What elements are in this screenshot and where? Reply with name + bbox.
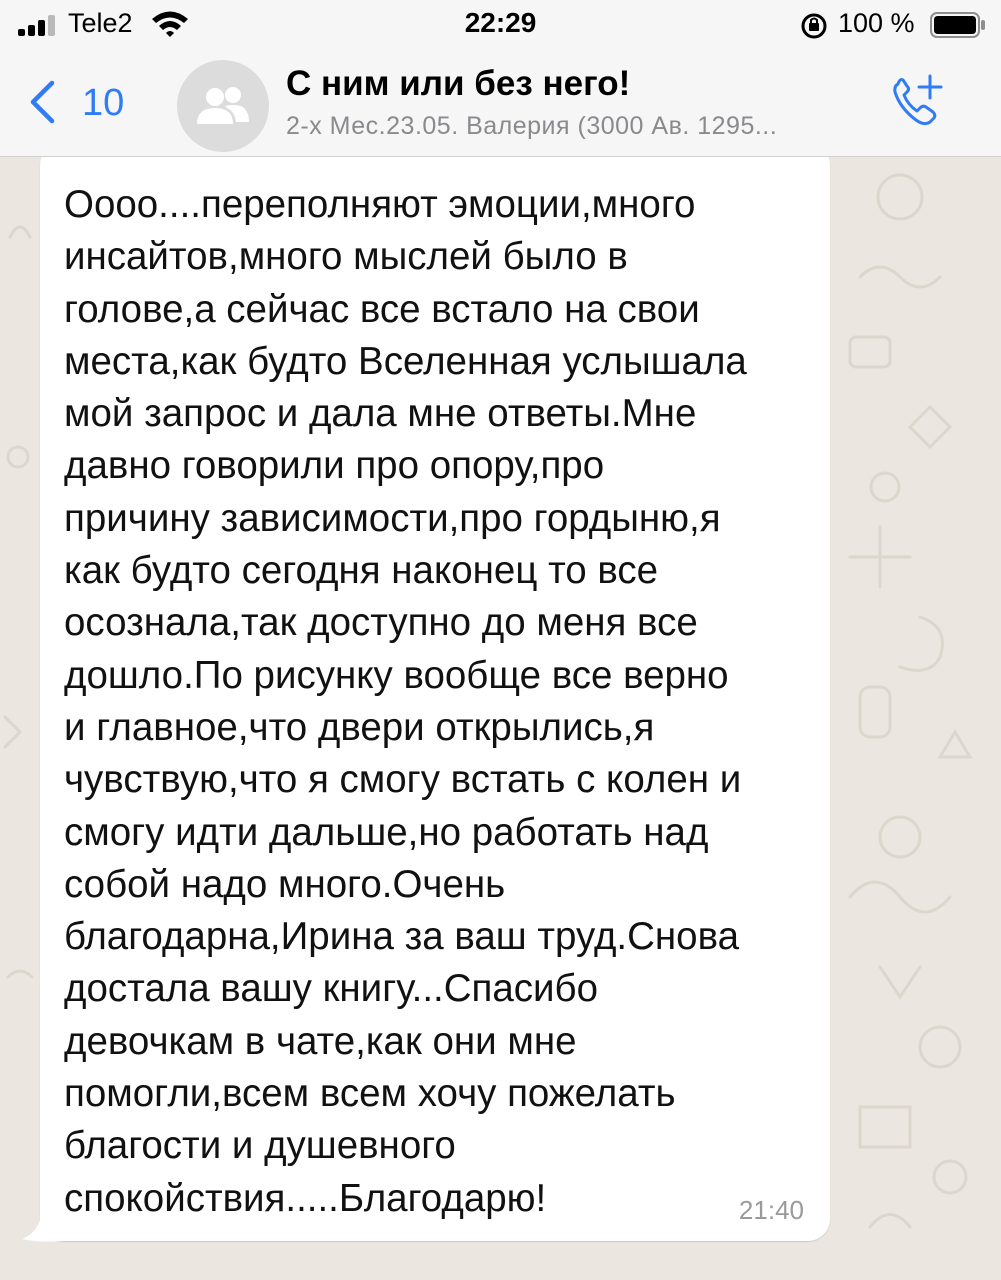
rotation-lock-icon <box>800 12 828 40</box>
message-line: чувствую,что я смогу встать с колен и <box>64 758 742 802</box>
message-bubble[interactable] <box>40 157 830 1241</box>
message-line: благости и душевного <box>64 1124 456 1168</box>
status-bar <box>0 0 1001 50</box>
chevron-left-icon <box>28 80 58 124</box>
message-line: дошло.По рисунку вообще все верно <box>64 653 729 697</box>
group-avatar-icon <box>195 86 251 126</box>
chat-area[interactable] <box>0 157 1001 1280</box>
message-line: смогу идти дальше,но работать над <box>64 810 709 854</box>
chat-title[interactable]: С ним или без него! <box>286 64 631 103</box>
message-line: и главное,что двери открылись,я <box>64 705 655 749</box>
message-line: достала вашу книгу...Спасибо <box>64 967 598 1011</box>
message-line: инсайтов,много мыслей было в <box>64 235 628 279</box>
message-line: спокойствия.....Благодарю! <box>64 1176 547 1220</box>
message-text <box>64 179 814 1225</box>
message-line: осознала,так доступно до меня все <box>64 601 698 645</box>
chat-header <box>0 50 1001 157</box>
message-line: причину зависимости,про гордыню,я <box>64 496 721 540</box>
chat-subtitle[interactable]: 2-х Мес.23.05. Валерия (3000 Ав. 1295... <box>286 112 778 140</box>
message-line: как будто сегодня наконец то все <box>64 549 659 593</box>
message-line: мой запрос и дала мне ответы.Мне <box>64 392 697 436</box>
message-line: помогли,всем всем хочу пожелать <box>64 1072 676 1116</box>
message-line: девочкам в чате,как они мне <box>64 1019 577 1063</box>
message-line: голове,а сейчас все встало на свои <box>64 287 700 331</box>
message-line: Оооо....переполняют эмоции,много <box>64 183 696 226</box>
message-line: благодарна,Ирина за ваш труд.Снова <box>64 915 740 959</box>
message-timestamp: 21:40 <box>738 1195 804 1225</box>
message-line: места,как будто Вселенная услышала <box>64 339 747 383</box>
message-line: давно говорили про опору,про <box>64 444 605 488</box>
add-call-icon[interactable] <box>886 70 948 132</box>
status-time: 22:29 <box>464 7 537 38</box>
bubble-tail <box>22 1213 62 1243</box>
message-line: собой надо много.Очень <box>64 862 506 906</box>
carrier-name: Tele2 <box>68 8 133 38</box>
battery-percentage: 100 % <box>838 8 915 38</box>
battery-icon <box>930 12 986 38</box>
group-avatar[interactable] <box>177 60 269 152</box>
back-button[interactable] <box>28 74 138 130</box>
unread-count: 10 <box>82 82 125 124</box>
